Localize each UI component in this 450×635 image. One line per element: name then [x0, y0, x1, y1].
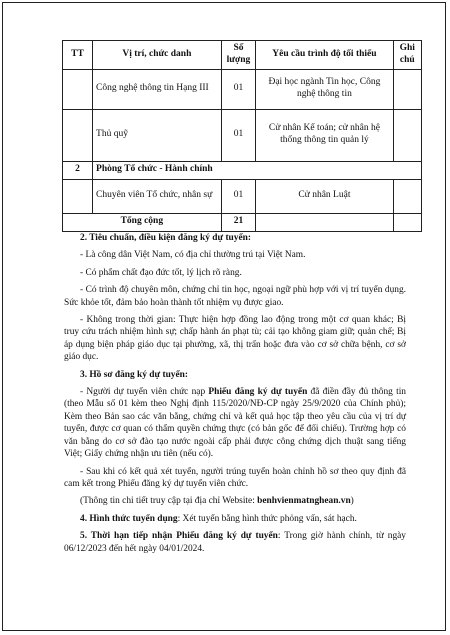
paragraph: - Là công dân Việt Nam, có địa chỉ thường trú tại Việt Nam.	[80, 250, 306, 261]
document-body	[64, 232, 406, 560]
table-row	[63, 179, 422, 213]
header-tt: TT	[63, 41, 93, 70]
text-run: (Thông tin chi tiết truy cập tại địa chỉ Website:	[80, 496, 258, 507]
text-run: : Xét tuyển bằng hình thức phỏng vấn, sát hạch.	[177, 513, 357, 524]
total-value: 21	[221, 213, 256, 231]
cell-tt	[63, 179, 93, 213]
header-requirement: Yêu cầu trình độ tối thiểu	[256, 41, 393, 70]
section-title: Phòng Tổ chức - Hành chính	[93, 161, 422, 179]
table-header-row	[63, 41, 422, 70]
cell-requirement: Cử nhân Luật	[256, 179, 393, 213]
section-4-heading: 4. Hình thức tuyển dụng	[80, 513, 178, 524]
cell-requirement: Đại học ngành Tin học, Công nghệ thông tin	[256, 69, 393, 109]
cell-note	[393, 213, 421, 231]
cell-note	[393, 69, 421, 109]
section-2-heading: 2. Tiêu chuẩn, điều kiện đăng ký dự tuyển:	[80, 233, 251, 243]
text-run: : Trong giờ hành chính, từ ngày 06/12/2023 đến hết ngày 04/01/2024.	[64, 531, 406, 554]
cell-tt	[63, 109, 93, 161]
paragraph	[64, 495, 406, 507]
paragraph: - Không trong thời gian: Thực hiện hợp đồng lao động trong một cơ quan khác; Bị truy cứu trách nhiệm hình sự; chấp hành án phạt tù; cải tạo không giam giữ; quản chế; Bị áp dụng biện pháp giáo dục tại phường, xã, thị trấn hoặc đưa vào cơ sở chữa bệnh, cơ sở giáo dục.	[64, 315, 406, 363]
table-row	[63, 69, 422, 109]
cell-requirement: Cử nhân Kế toán; cử nhân hệ thống thông tin quản lý	[256, 109, 393, 161]
bold-text: Phiếu đăng ký dự tuyển	[208, 387, 308, 398]
website-text: benhvienmatnghean.vn	[257, 496, 351, 507]
section-5	[64, 530, 406, 555]
cell-note	[393, 109, 421, 161]
cell-position: Chuyên viên Tổ chức, nhân sự	[93, 179, 222, 213]
cell-position: Công nghệ thông tin Hạng III	[93, 69, 222, 109]
section-4	[64, 513, 406, 525]
cell-quantity: 01	[221, 69, 256, 109]
text-run: đã điền đầy đủ thông tin (theo Mẫu số 01 kèm theo Nghị định 115/2020/NĐ-CP ngày 25/9/2020 của Chính phủ); Kèm theo Bản sao các văn bằng, chứng chỉ và kết quả học tập theo yêu cầu của vị trí dự tuyển, được cơ quan có thẩm quyền chứng thực (có bản gốc để đối chiếu). Trường hợp có văn bằng do cơ sở đào tạo nước ngoài cấp phải được công chứng dịch thuật sang tiếng Việt; Giấy chứng nhận ưu tiên (nếu có).	[64, 387, 406, 460]
header-quantity: Số lượng	[221, 41, 256, 70]
paragraph: - Có phẩm chất đạo đức tốt, lý lịch rõ ràng.	[80, 267, 242, 278]
paragraph	[64, 386, 406, 460]
header-note: Ghi chú	[393, 41, 421, 70]
section-3-heading: 3. Hồ sơ đăng ký dự tuyển:	[80, 369, 188, 380]
table-section-row	[63, 161, 422, 179]
header-position: Vị trí, chức danh	[93, 41, 222, 70]
cell-requirement	[256, 213, 393, 231]
paragraph: - Sau khi có kết quả xét tuyển, người trúng tuyển hoàn chỉnh hồ sơ theo quy định đã cam kết trong Phiếu đăng ký dự tuyển viên chức.	[64, 466, 406, 489]
text-run: - Người dự tuyển viên chức nạp	[80, 387, 209, 398]
table-row	[63, 109, 422, 161]
paragraph: - Có trình độ chuyên môn, chứng chỉ tin học, ngoại ngữ phù hợp với vị trí tuyển dụng. Sức khỏe tốt, đảm bảo hoàn thành tốt nhiệm vụ được giao.	[64, 285, 406, 308]
recruitment-table	[62, 40, 422, 232]
cell-note	[393, 179, 421, 213]
cell-quantity: 01	[221, 109, 256, 161]
section-5-heading: 5. Thời hạn tiếp nhận Phiếu đăng ký dự tuyển	[80, 531, 278, 542]
cell-tt	[63, 69, 93, 109]
total-label: Tổng cộng	[63, 213, 222, 231]
cell-quantity: 01	[221, 179, 256, 213]
text-run: )	[350, 496, 354, 507]
cell-tt: 2	[63, 161, 93, 179]
cell-position: Thủ quỹ	[93, 109, 222, 161]
table-total-row	[63, 213, 422, 231]
